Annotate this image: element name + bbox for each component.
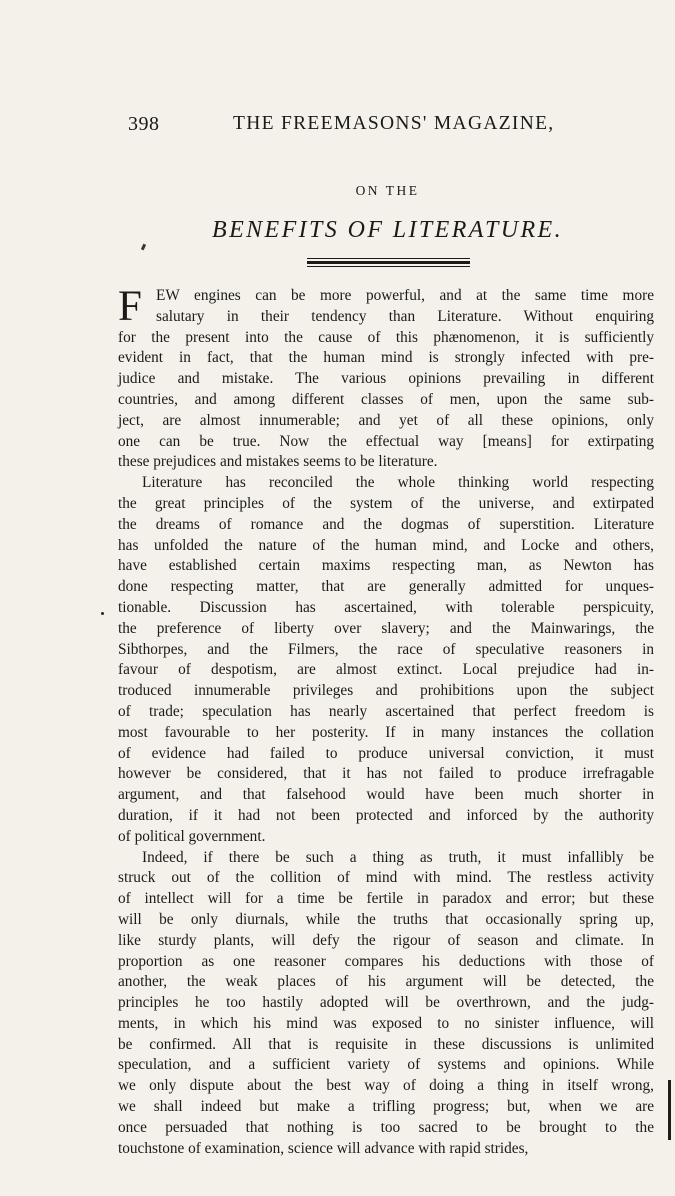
text-line: we only dispute about the best way of doing a thing in itself wrong, <box>118 1077 654 1095</box>
title-rule-top <box>307 258 470 259</box>
text-line: troduced innumerable privileges and prohibitions upon the subject <box>118 682 654 700</box>
text-line: one can be true. Now the effectual way [means] for extirpating <box>118 432 654 450</box>
text-line: tionable. Discussion has ascertained, with tolerable perspicuity, <box>118 598 654 616</box>
text-line: proportion as one reasoner compares his deductions with those of <box>118 952 654 970</box>
text-line: the preference of liberty over slavery; and the Mainwarings, the <box>118 619 654 637</box>
text-line: the dreams of romance and the dogmas of superstition. Literature <box>118 515 654 533</box>
title-rule-bottom <box>307 266 470 267</box>
text-line: be confirmed. All that is requisite in these discussions is unlimited <box>118 1035 654 1053</box>
text-line: favour of despotism, are almost extinct. Local prejudice had in- <box>118 661 654 679</box>
article-body <box>118 283 654 1159</box>
text-line: ject, are almost innumerable; and yet of all these opinions, only <box>118 411 654 429</box>
text-line: of evidence had failed to produce universal conviction, it must <box>118 744 654 762</box>
text-line: of political government. <box>118 827 266 845</box>
text-line: Indeed, if there be such a thing as truth, it must infallibly be <box>142 848 654 866</box>
text-line: of intellect will for a time be fertile in paradox and error; but these <box>118 890 654 908</box>
text-line: however be considered, that it has not failed to produce irrefragable <box>118 765 654 783</box>
text-line: duration, if it had not been protected and inforced by the authority <box>118 806 654 824</box>
title-rule-middle <box>307 261 470 264</box>
text-line: struck out of the collition of mind with mind. The restless activity <box>118 869 654 887</box>
text-line: of trade; speculation has nearly ascertained that perfect freedom is <box>118 702 654 720</box>
drop-cap: F <box>118 283 141 330</box>
text-line: for the present into the cause of this phænomenon, it is sufficiently <box>118 328 654 346</box>
text-line: another, the weak places of his argument will be detected, the <box>118 973 654 991</box>
running-head <box>128 113 648 143</box>
running-title: THE FREEMASONS' MAGAZINE, <box>233 113 555 134</box>
ink-mark <box>141 244 146 251</box>
paragraph-container <box>118 283 654 1159</box>
text-line: we shall indeed but make a trifling progress; but, when we are <box>118 1098 654 1116</box>
text-line: evident in fact, that the human mind is strongly infected with pre- <box>118 349 654 367</box>
text-line: countries, and among different classes of men, upon the same sub- <box>118 390 654 408</box>
article-title: BENEFITS OF LITERATURE. <box>212 217 563 243</box>
text-line: ments, in which his mind was exposed to no sinister influence, will <box>118 1014 654 1032</box>
text-line: the great principles of the system of the universe, and extirpated <box>118 494 654 512</box>
paragraph <box>118 283 654 473</box>
paragraph <box>118 848 654 1160</box>
text-line: principles he too hastily adopted will be overthrown, and the judg- <box>118 994 654 1012</box>
text-line: have established certain maxims respecting man, as Newton has <box>118 557 654 575</box>
text-line: like sturdy plants, will defy the rigour of season and climate. In <box>118 931 654 949</box>
text-line: EW engines can be more powerful, and at the same time more <box>156 287 654 304</box>
paragraph <box>118 473 654 847</box>
text-line: once persuaded that nothing is too sacred to be brought to the <box>118 1118 654 1136</box>
text-line: Literature has reconciled the whole thinking world respecting <box>142 474 654 492</box>
text-line: most favourable to her posterity. If in many instances the collation <box>118 723 654 741</box>
margin-mark <box>101 612 104 615</box>
text-line: speculation, and a sufficient variety of systems and opinions. While <box>118 1056 654 1074</box>
text-line: will be only diurnals, while the truths that occasionally spring up, <box>118 910 654 928</box>
text-line: judice and mistake. The various opinions prevailing in different <box>118 370 654 388</box>
page-number: 398 <box>128 113 160 135</box>
text-line: done respecting matter, that are generally admitted for unques- <box>118 578 654 596</box>
text-line: has unfolded the nature of the human mind, and Locke and others, <box>118 536 654 554</box>
article-pre-title: ON THE <box>355 183 420 198</box>
text-line: Sibthorpes, and the Filmers, the race of speculative reasoners in <box>118 640 654 658</box>
text-line: argument, and that falsehood would have been much shorter in <box>118 786 654 804</box>
text-line: these prejudices and mistakes seems to be literature. <box>118 453 438 471</box>
text-line: touchstone of examination, science will advance with rapid strides, <box>118 1139 529 1157</box>
page-edge-rule <box>668 1080 671 1140</box>
text-line: salutary in their tendency than Literature. Without enquiring <box>156 307 654 325</box>
